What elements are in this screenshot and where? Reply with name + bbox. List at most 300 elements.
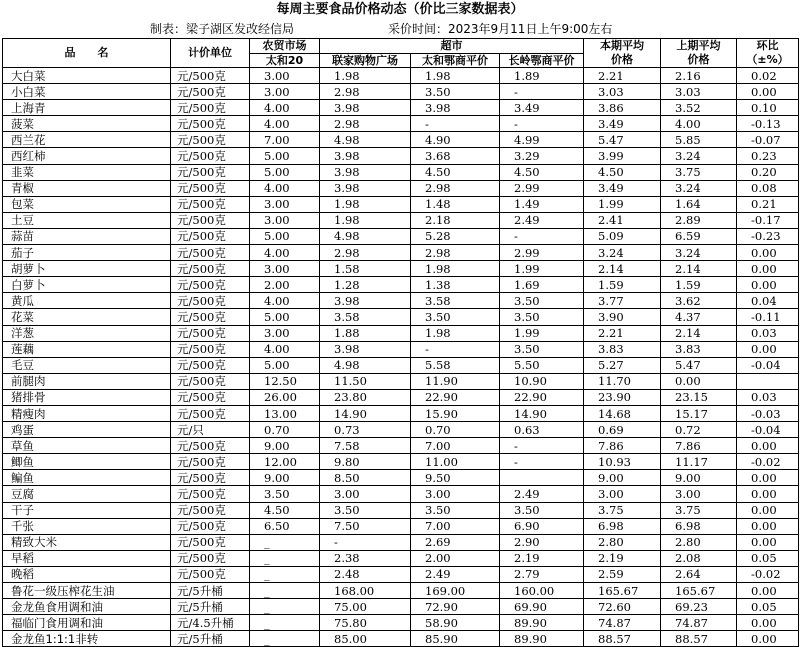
item-name: 前腿肉 [3, 373, 171, 389]
previous-avg: 9.00 [661, 470, 737, 486]
changling-price: 2.19 [500, 550, 584, 566]
lianjia-price: 0.73 [320, 422, 411, 438]
current-avg: 1.59 [584, 277, 661, 293]
changling-price: 5.50 [500, 357, 584, 373]
lianjia-price: - [320, 534, 411, 550]
taihe-ezhou-price: 3.68 [411, 148, 500, 164]
previous-avg: 0.72 [661, 422, 737, 438]
item-name: 鳊鱼 [3, 470, 171, 486]
item-name: 小白菜 [3, 84, 171, 100]
unit: 元/500克 [171, 196, 250, 212]
lianjia-price: 3.98 [320, 180, 411, 196]
taihe20-price: 5.00 [250, 357, 320, 373]
table-row [3, 454, 799, 470]
changling-price: 2.90 [500, 534, 584, 550]
taihe20-price: 5.00 [250, 164, 320, 180]
unit: 元/500克 [171, 486, 250, 502]
unit: 元/500克 [171, 470, 250, 486]
unit: 元/500克 [171, 566, 250, 582]
taihe-ezhou-price: 2.69 [411, 534, 500, 550]
unit: 元/500克 [171, 116, 250, 132]
lianjia-price: 2.98 [320, 245, 411, 261]
unit: 元/500克 [171, 373, 250, 389]
price-table [2, 38, 799, 647]
current-avg: 2.14 [584, 261, 661, 277]
current-avg: 10.93 [584, 454, 661, 470]
unit: 元/500克 [171, 245, 250, 261]
item-name: 蒜苗 [3, 228, 171, 244]
changling-price: 2.99 [500, 180, 584, 196]
change-pct: -0.02 [737, 454, 799, 470]
item-name: 草鱼 [3, 438, 171, 454]
previous-avg: 165.67 [661, 583, 737, 599]
change-pct: 0.00 [737, 583, 799, 599]
taihe-ezhou-price: 2.49 [411, 566, 500, 582]
table-row [3, 534, 799, 550]
lianjia-price: 4.98 [320, 132, 411, 148]
table-row [3, 566, 799, 582]
change-pct: -0.04 [737, 357, 799, 373]
changling-price: 3.29 [500, 148, 584, 164]
taihe20-price: 4.00 [250, 180, 320, 196]
taihe-ezhou-price: 3.58 [411, 293, 500, 309]
table-row [3, 518, 799, 534]
table-row [3, 148, 799, 164]
current-avg: 23.90 [584, 389, 661, 405]
lianjia-price: 2.48 [320, 566, 411, 582]
changling-price: 1.99 [500, 325, 584, 341]
change-pct: 0.20 [737, 164, 799, 180]
table-row [3, 357, 799, 373]
current-avg: 72.60 [584, 599, 661, 615]
lianjia-price: 1.88 [320, 325, 411, 341]
taihe-ezhou-price: 169.00 [411, 583, 500, 599]
lianjia-price: 75.80 [320, 615, 411, 631]
lianjia-price: 8.50 [320, 470, 411, 486]
changling-price: 1.89 [500, 68, 584, 84]
change-pct: 0.00 [737, 245, 799, 261]
taihe-ezhou-price: 0.70 [411, 422, 500, 438]
change-pct: -0.02 [737, 566, 799, 582]
current-avg: 2.80 [584, 534, 661, 550]
item-name: 鸡蛋 [3, 422, 171, 438]
taihe-ezhou-price: 1.98 [411, 68, 500, 84]
taihe20-price: 3.00 [250, 261, 320, 277]
taihe20-price: 9.00 [250, 438, 320, 454]
previous-avg: 2.89 [661, 212, 737, 228]
collection-time: 采价时间：2023年9月11日上午9:00左右 [388, 22, 613, 36]
taihe-ezhou-price: 1.98 [411, 261, 500, 277]
current-avg: 14.68 [584, 405, 661, 421]
table-row [3, 325, 799, 341]
previous-avg: 7.86 [661, 438, 737, 454]
taihe-ezhou-price: 3.50 [411, 502, 500, 518]
change-pct: 0.10 [737, 100, 799, 116]
current-avg: 6.98 [584, 518, 661, 534]
item-name: 精瘦肉 [3, 405, 171, 421]
change-pct: 0.05 [737, 550, 799, 566]
taihe20-price: _ [250, 566, 320, 582]
table-row [3, 68, 799, 84]
lianjia-price: 1.58 [320, 261, 411, 277]
unit: 元/500克 [171, 148, 250, 164]
current-avg: 2.41 [584, 212, 661, 228]
changling-price: 6.90 [500, 518, 584, 534]
table-row [3, 599, 799, 615]
taihe20-price: 26.00 [250, 389, 320, 405]
unit: 元/500克 [171, 261, 250, 277]
taihe-ezhou-price: 2.18 [411, 212, 500, 228]
table-row [3, 486, 799, 502]
changling-price: - [500, 438, 584, 454]
current-avg: 3.24 [584, 245, 661, 261]
table-row [3, 373, 799, 389]
table-row [3, 245, 799, 261]
lianjia-price: 1.98 [320, 68, 411, 84]
item-name: 豆腐 [3, 486, 171, 502]
current-avg: 1.99 [584, 196, 661, 212]
taihe-ezhou-price: 85.90 [411, 631, 500, 647]
table-row [3, 180, 799, 196]
previous-avg: 3.00 [661, 486, 737, 502]
taihe-ezhou-price: 15.90 [411, 405, 500, 421]
taihe20-price: _ [250, 599, 320, 615]
table-row [3, 309, 799, 325]
taihe-ezhou-price: 3.50 [411, 309, 500, 325]
unit: 元/500克 [171, 341, 250, 357]
item-name: 洋葱 [3, 325, 171, 341]
taihe-ezhou-price: 58.90 [411, 615, 500, 631]
taihe20-price: 4.00 [250, 100, 320, 116]
previous-avg: 3.24 [661, 180, 737, 196]
taihe20-price: 3.00 [250, 196, 320, 212]
change-pct: -0.03 [737, 405, 799, 421]
table-row [3, 164, 799, 180]
taihe-ezhou-price: 1.48 [411, 196, 500, 212]
taihe20-price: 3.00 [250, 84, 320, 100]
unit: 元/500克 [171, 180, 250, 196]
lianjia-price: 3.98 [320, 293, 411, 309]
taihe-ezhou-price: 2.98 [411, 245, 500, 261]
unit: 元/500克 [171, 357, 250, 373]
taihe20-price: 4.00 [250, 116, 320, 132]
item-name: 黄瓜 [3, 293, 171, 309]
taihe-ezhou-price: 4.50 [411, 164, 500, 180]
change-pct: 0.00 [737, 438, 799, 454]
taihe-ezhou-price: 11.90 [411, 373, 500, 389]
item-name: 金龙鱼1:1:1非转 [3, 631, 171, 647]
change-pct: 0.00 [737, 277, 799, 293]
taihe20-price: 5.00 [250, 309, 320, 325]
previous-avg: 11.17 [661, 454, 737, 470]
change-pct: -0.23 [737, 228, 799, 244]
taihe20-price: 13.00 [250, 405, 320, 421]
table-row [3, 422, 799, 438]
header-changling: 长岭鄂商平价 [500, 53, 584, 68]
taihe20-price: _ [250, 631, 320, 647]
previous-avg: 2.08 [661, 550, 737, 566]
header-taihe20: 太和20 [250, 53, 320, 68]
item-name: 上海青 [3, 100, 171, 116]
current-avg: 5.27 [584, 357, 661, 373]
taihe20-price: 5.00 [250, 228, 320, 244]
table-row [3, 261, 799, 277]
current-avg: 2.21 [584, 68, 661, 84]
taihe20-price: 0.70 [250, 422, 320, 438]
changling-price: 2.79 [500, 566, 584, 582]
taihe20-price: 4.00 [250, 245, 320, 261]
current-avg: 3.75 [584, 502, 661, 518]
current-avg: 7.86 [584, 438, 661, 454]
lianjia-price: 3.98 [320, 164, 411, 180]
taihe-ezhou-price: 2.00 [411, 550, 500, 566]
item-name: 茄子 [3, 245, 171, 261]
unit: 元/5升桶 [171, 599, 250, 615]
table-row [3, 228, 799, 244]
unit: 元/4.5升桶 [171, 615, 250, 631]
item-name: 胡萝卜 [3, 261, 171, 277]
table-row [3, 470, 799, 486]
taihe20-price: 4.50 [250, 502, 320, 518]
lianjia-price: 85.00 [320, 631, 411, 647]
unit: 元/500克 [171, 277, 250, 293]
header-unit: 计价单位 [171, 39, 250, 68]
previous-avg: 3.75 [661, 164, 737, 180]
unit: 元/500克 [171, 518, 250, 534]
change-pct: -0.13 [737, 116, 799, 132]
taihe-ezhou-price: 5.28 [411, 228, 500, 244]
changling-price: 3.50 [500, 502, 584, 518]
changling-price: 1.99 [500, 261, 584, 277]
lianjia-price: 11.50 [320, 373, 411, 389]
taihe20-price: 3.50 [250, 486, 320, 502]
changling-price: 1.49 [500, 196, 584, 212]
sheet-subtitle [0, 20, 800, 38]
changling-price: 1.69 [500, 277, 584, 293]
item-name: 猪排骨 [3, 389, 171, 405]
changling-price: 160.00 [500, 583, 584, 599]
previous-avg: 1.64 [661, 196, 737, 212]
item-name: 白萝卜 [3, 277, 171, 293]
lianjia-price: 3.58 [320, 309, 411, 325]
table-row [3, 389, 799, 405]
lianjia-price: 7.50 [320, 518, 411, 534]
change-pct: 0.00 [737, 261, 799, 277]
item-name: 毛豆 [3, 357, 171, 373]
change-pct: 0.05 [737, 599, 799, 615]
change-pct: 0.04 [737, 293, 799, 309]
item-name: 土豆 [3, 212, 171, 228]
taihe-ezhou-price: 7.00 [411, 438, 500, 454]
previous-avg: 15.17 [661, 405, 737, 421]
taihe-ezhou-price: 7.00 [411, 518, 500, 534]
taihe20-price: 5.00 [250, 148, 320, 164]
table-row [3, 293, 799, 309]
taihe20-price: 4.00 [250, 341, 320, 357]
change-pct: 0.00 [737, 518, 799, 534]
taihe20-price: 3.00 [250, 212, 320, 228]
item-name: 千张 [3, 518, 171, 534]
lianjia-price: 1.98 [320, 212, 411, 228]
table-row [3, 550, 799, 566]
lianjia-price: 9.80 [320, 454, 411, 470]
taihe20-price: _ [250, 615, 320, 631]
item-name: 青椒 [3, 180, 171, 196]
lianjia-price: 14.90 [320, 405, 411, 421]
taihe-ezhou-price: - [411, 341, 500, 357]
table-row [3, 84, 799, 100]
change-pct: 0.02 [737, 68, 799, 84]
change-pct: 0.21 [737, 196, 799, 212]
lianjia-price: 3.98 [320, 341, 411, 357]
changling-price: 10.90 [500, 373, 584, 389]
item-name: 福临门食用调和油 [3, 615, 171, 631]
change-pct: -0.07 [737, 132, 799, 148]
taihe20-price: _ [250, 583, 320, 599]
taihe20-price: 6.50 [250, 518, 320, 534]
lianjia-price: 2.98 [320, 84, 411, 100]
change-pct: 0.00 [737, 470, 799, 486]
unit: 元/500克 [171, 405, 250, 421]
current-avg: 5.47 [584, 132, 661, 148]
changling-price: - [500, 228, 584, 244]
change-pct: -0.04 [737, 422, 799, 438]
table-row [3, 341, 799, 357]
previous-avg: 23.15 [661, 389, 737, 405]
current-avg: 3.03 [584, 84, 661, 100]
table-row [3, 196, 799, 212]
previous-avg: 2.14 [661, 261, 737, 277]
taihe20-price: 3.00 [250, 68, 320, 84]
item-name: 西红柿 [3, 148, 171, 164]
change-pct: 0.00 [737, 502, 799, 518]
current-avg: 2.59 [584, 566, 661, 582]
unit: 元/500克 [171, 438, 250, 454]
lianjia-price: 1.28 [320, 277, 411, 293]
current-avg: 3.90 [584, 309, 661, 325]
item-name: 鲫鱼 [3, 454, 171, 470]
current-avg: 4.50 [584, 164, 661, 180]
unit: 元/500克 [171, 212, 250, 228]
previous-avg: 3.24 [661, 148, 737, 164]
changling-price: 2.49 [500, 212, 584, 228]
item-name: 莲藕 [3, 341, 171, 357]
taihe20-price: 12.00 [250, 454, 320, 470]
change-pct [737, 373, 799, 389]
lianjia-price: 3.00 [320, 486, 411, 502]
previous-avg: 2.64 [661, 566, 737, 582]
header-supermarket: 超市 [320, 39, 584, 54]
table-row [3, 132, 799, 148]
change-pct: -0.11 [737, 309, 799, 325]
change-pct: 0.00 [737, 84, 799, 100]
current-avg: 0.69 [584, 422, 661, 438]
unit: 元/500克 [171, 534, 250, 550]
lianjia-price: 7.58 [320, 438, 411, 454]
previous-avg: 2.16 [661, 68, 737, 84]
taihe-ezhou-price: 72.90 [411, 599, 500, 615]
change-pct: -0.17 [737, 212, 799, 228]
change-pct: 0.00 [737, 631, 799, 647]
taihe20-price: _ [250, 550, 320, 566]
taihe-ezhou-price: 3.50 [411, 84, 500, 100]
changling-price: 3.50 [500, 293, 584, 309]
taihe-ezhou-price: - [411, 116, 500, 132]
unit: 元/500克 [171, 325, 250, 341]
item-name: 金龙鱼食用调和油 [3, 599, 171, 615]
current-avg: 74.87 [584, 615, 661, 631]
item-name: 精致大米 [3, 534, 171, 550]
current-avg: 3.49 [584, 180, 661, 196]
item-name: 花菜 [3, 309, 171, 325]
taihe20-price: 12.50 [250, 373, 320, 389]
current-avg: 165.67 [584, 583, 661, 599]
taihe20-price: 4.00 [250, 293, 320, 309]
current-avg: 2.19 [584, 550, 661, 566]
lianjia-price: 3.98 [320, 148, 411, 164]
taihe-ezhou-price: 4.90 [411, 132, 500, 148]
previous-avg: 5.47 [661, 357, 737, 373]
change-pct: 0.03 [737, 389, 799, 405]
changling-price: 22.90 [500, 389, 584, 405]
changling-price: - [500, 84, 584, 100]
change-pct: 0.23 [737, 148, 799, 164]
item-name: 鲁花一级压榨花生油 [3, 583, 171, 599]
lianjia-price: 23.80 [320, 389, 411, 405]
item-name: 西兰花 [3, 132, 171, 148]
unit: 元/500克 [171, 389, 250, 405]
previous-avg: 88.57 [661, 631, 737, 647]
previous-avg: 69.23 [661, 599, 737, 615]
item-name: 包菜 [3, 196, 171, 212]
compiler-label: 制表：梁子湖区发改经信局 [150, 22, 295, 36]
unit: 元/500克 [171, 84, 250, 100]
header-farm-market: 农贸市场 [250, 39, 320, 54]
taihe20-price: 3.00 [250, 325, 320, 341]
unit: 元/500克 [171, 68, 250, 84]
item-name: 菠菜 [3, 116, 171, 132]
change-pct: 0.08 [737, 180, 799, 196]
lianjia-price: 2.38 [320, 550, 411, 566]
item-name: 干子 [3, 502, 171, 518]
item-name: 早稻 [3, 550, 171, 566]
current-avg: 3.77 [584, 293, 661, 309]
item-name: 晚稻 [3, 566, 171, 582]
change-pct: 0.00 [737, 615, 799, 631]
unit: 元/500克 [171, 309, 250, 325]
lianjia-price: 3.98 [320, 100, 411, 116]
changling-price: 4.50 [500, 164, 584, 180]
previous-avg: 3.75 [661, 502, 737, 518]
header-lianjia: 联家购物广场 [320, 53, 411, 68]
changling-price: 69.90 [500, 599, 584, 615]
unit: 元/500克 [171, 100, 250, 116]
changling-price: 0.63 [500, 422, 584, 438]
previous-avg: 3.24 [661, 245, 737, 261]
current-avg: 5.09 [584, 228, 661, 244]
header-taihe-ezhou: 太和鄂商平价 [411, 53, 500, 68]
header-item: 品 名 [3, 39, 171, 68]
taihe20-price: 2.00 [250, 277, 320, 293]
table-row [3, 583, 799, 599]
unit: 元/500克 [171, 164, 250, 180]
changling-price: 3.50 [500, 309, 584, 325]
previous-avg: 3.83 [661, 341, 737, 357]
table-row [3, 212, 799, 228]
item-name: 韭菜 [3, 164, 171, 180]
lianjia-price: 75.00 [320, 599, 411, 615]
lianjia-price: 1.98 [320, 196, 411, 212]
